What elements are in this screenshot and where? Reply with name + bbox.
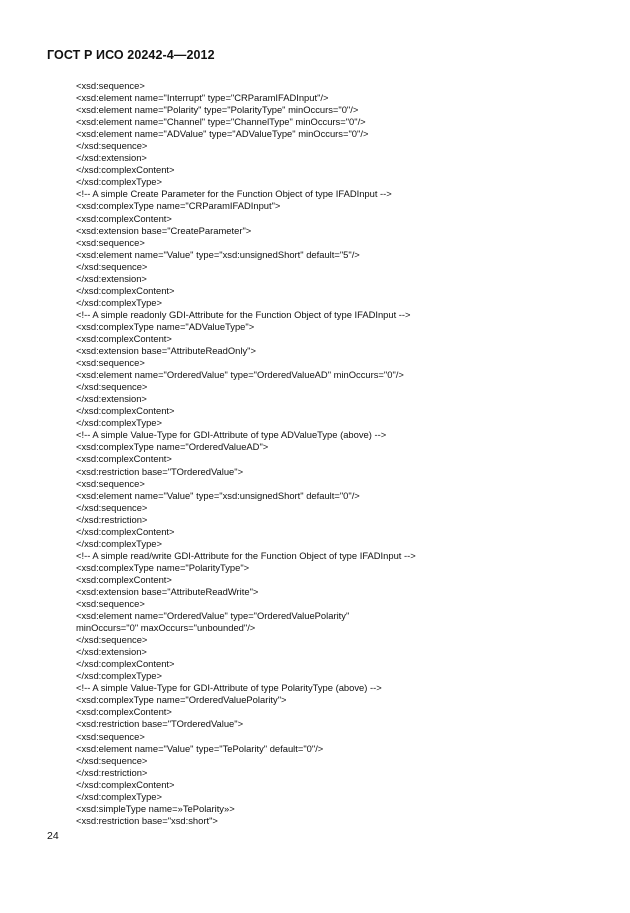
code-line: </xsd:complexType> bbox=[76, 296, 162, 308]
code-line: <xsd:restriction base="TOrderedValue"> bbox=[76, 718, 244, 730]
code-line: </xsd:complexContent> bbox=[76, 284, 175, 296]
code-line: <xsd:element name="Channel" type="ChannelType" minOccurs="0"/> bbox=[76, 116, 366, 128]
xsd-code-listing bbox=[76, 80, 596, 827]
code-line: <xsd:complexContent> bbox=[76, 706, 172, 718]
code-line: <xsd:sequence> bbox=[76, 357, 145, 369]
code-line: <xsd:complexContent> bbox=[76, 212, 172, 224]
code-line: <!-- A simple Value-Type for GDI-Attribute of type PolarityType (above) --> bbox=[76, 682, 382, 694]
code-line: </xsd:extension> bbox=[76, 646, 147, 658]
code-line: <xsd:element name="OrderedValue" type="OrderedValueAD" minOccurs="0"/> bbox=[76, 369, 404, 381]
code-line: <xsd:complexContent> bbox=[76, 453, 172, 465]
code-line: <xsd:complexType name="OrderedValuePolarity"> bbox=[76, 694, 287, 706]
code-line: <xsd:element name="Value" type="xsd:unsignedShort" default="5"/> bbox=[76, 248, 360, 260]
code-line: <xsd:sequence> bbox=[76, 598, 145, 610]
code-line: <xsd:sequence> bbox=[76, 236, 145, 248]
code-line: <xsd:complexContent> bbox=[76, 332, 172, 344]
code-line: </xsd:complexType> bbox=[76, 537, 162, 549]
code-line: </xsd:sequence> bbox=[76, 140, 148, 152]
code-line: <!-- A simple Create Parameter for the Function Object of type IFADInput --> bbox=[76, 188, 392, 200]
code-line: <xsd:sequence> bbox=[76, 730, 145, 742]
code-line: </xsd:sequence> bbox=[76, 381, 148, 393]
code-line: </xsd:complexContent> bbox=[76, 164, 175, 176]
code-line: </xsd:complexType> bbox=[76, 670, 162, 682]
code-line: <xsd:sequence> bbox=[76, 80, 145, 91]
code-line: <xsd:extension base="AttributeReadOnly"> bbox=[76, 345, 256, 357]
document-header: ГОСТ Р ИСО 20242-4—2012 bbox=[47, 48, 215, 62]
code-line: <xsd:restriction base="xsd:short"> bbox=[76, 814, 218, 826]
code-line: <xsd:complexContent> bbox=[76, 573, 172, 585]
code-line: </xsd:complexContent> bbox=[76, 405, 175, 417]
code-line: </xsd:extension> bbox=[76, 152, 147, 164]
page-number: 24 bbox=[47, 830, 59, 842]
code-line: <xsd:element name="Value" type="TePolarity" default="0"/> bbox=[76, 742, 324, 754]
code-line: </xsd:complexType> bbox=[76, 417, 162, 429]
code-line: </xsd:restriction> bbox=[76, 513, 148, 525]
code-line: <xsd:sequence> bbox=[76, 477, 145, 489]
code-line: </xsd:extension> bbox=[76, 272, 147, 284]
code-line: <xsd:complexType name="PolarityType"> bbox=[76, 561, 250, 573]
code-line: <xsd:extension base="CreateParameter"> bbox=[76, 224, 252, 236]
code-line: <xsd:complexType name="CRParamIFADInput"> bbox=[76, 200, 281, 212]
code-line: <xsd:simpleType name=»TePolarity»> bbox=[76, 802, 235, 814]
code-line: <xsd:restriction base="TOrderedValue"> bbox=[76, 465, 244, 477]
code-line: </xsd:extension> bbox=[76, 393, 147, 405]
code-line: </xsd:restriction> bbox=[76, 766, 148, 778]
code-line: <!-- A simple read/write GDI-Attribute for the Function Object of type IFADInput --> bbox=[76, 549, 416, 561]
code-line: </xsd:sequence> bbox=[76, 260, 148, 272]
code-line: </xsd:sequence> bbox=[76, 754, 148, 766]
code-line: <!-- A simple Value-Type for GDI-Attribute of type ADValueType (above) --> bbox=[76, 429, 387, 441]
code-line: <xsd:complexType name="OrderedValueAD"> bbox=[76, 441, 269, 453]
code-line: </xsd:complexContent> bbox=[76, 658, 175, 670]
code-line: </xsd:sequence> bbox=[76, 634, 148, 646]
code-line: <xsd:element name="OrderedValue" type="OrderedValuePolarity" bbox=[76, 610, 350, 622]
code-line: </xsd:sequence> bbox=[76, 501, 148, 513]
code-line: <xsd:extension base="AttributeReadWrite"> bbox=[76, 585, 259, 597]
code-line: </xsd:complexContent> bbox=[76, 525, 175, 537]
code-line: <xsd:element name="ADValue" type="ADValueType" minOccurs="0"/> bbox=[76, 128, 369, 140]
code-line: </xsd:complexType> bbox=[76, 176, 162, 188]
code-line: <xsd:element name="Polarity" type="PolarityType" minOccurs="0"/> bbox=[76, 104, 359, 116]
code-line: <!-- A simple readonly GDI-Attribute for the Function Object of type IFADInput --> bbox=[76, 308, 411, 320]
code-line: <xsd:complexType name="ADValueType"> bbox=[76, 320, 255, 332]
code-line: </xsd:complexContent> bbox=[76, 778, 175, 790]
code-line: <xsd:element name="Interrupt" type="CRParamIFADInput"/> bbox=[76, 92, 329, 104]
code-line: </xsd:complexType> bbox=[76, 790, 162, 802]
code-line: minOccurs="0" maxOccurs="unbounded"/> bbox=[76, 622, 256, 634]
code-line: <xsd:element name="Value" type="xsd:unsignedShort" default="0"/> bbox=[76, 489, 360, 501]
